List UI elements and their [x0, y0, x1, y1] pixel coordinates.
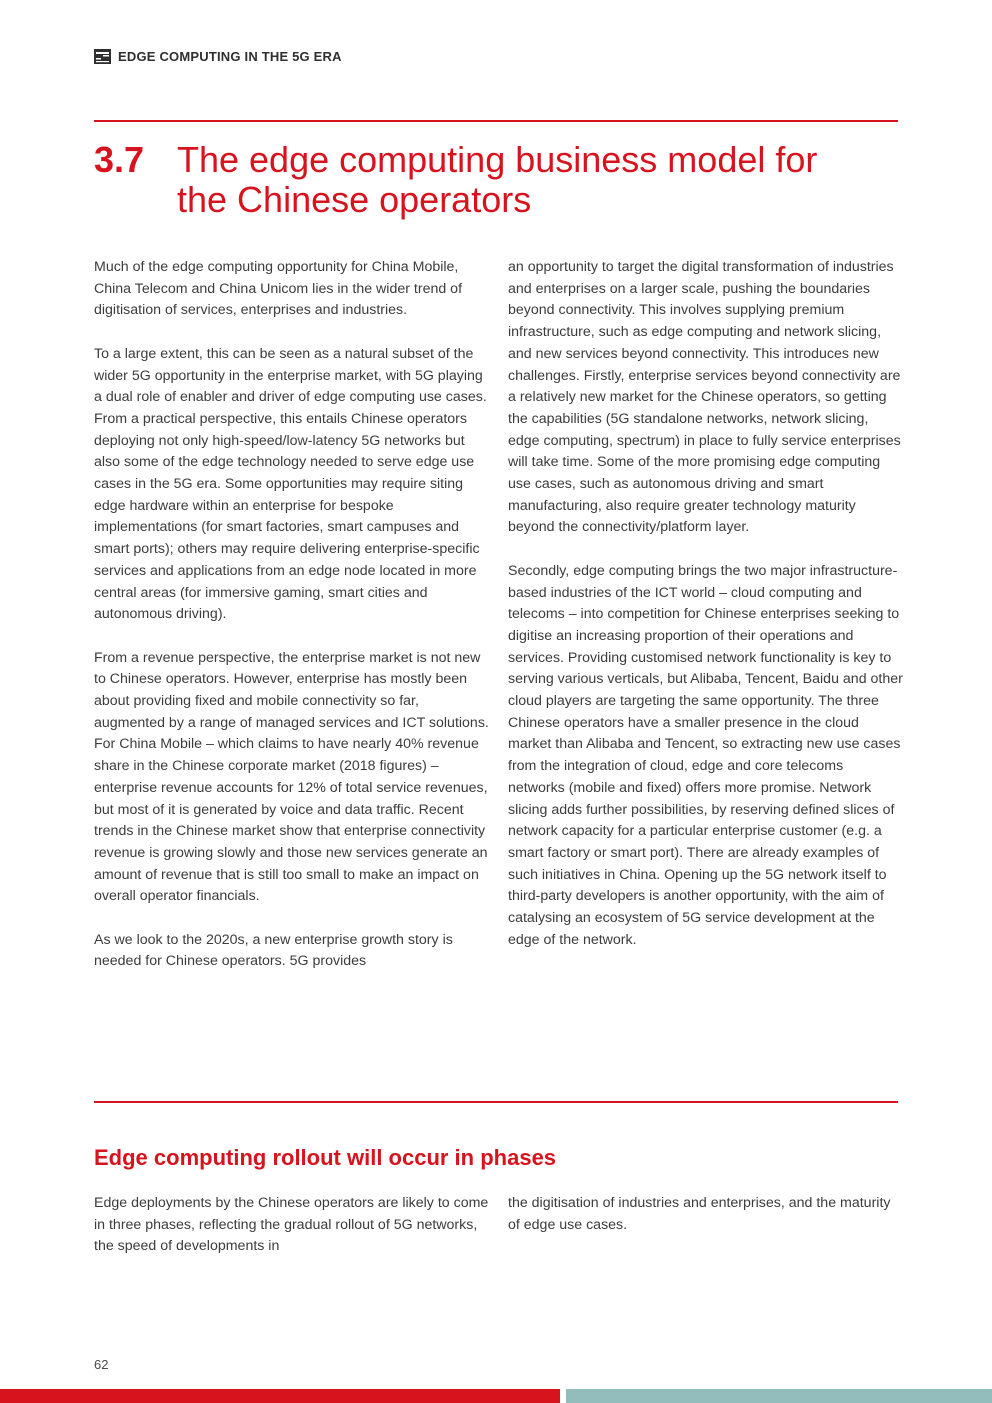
paragraph: an opportunity to target the digital transformation of industries and enterprises on a larger scale, pushing the boundaries beyond connectivity. This involves supplying premium infrastructure, such as edge computing and network slicing, and new services beyond connectivity. This introduces new challenges. Firstly, enterprise services beyond connectivity are a relatively new market for the Chinese operators, so getting the capabilities (5G standalone networks, network slicing, edge computing, spectrum) in place to fully service enterprises will take time. Some of the more promising edge computing use cases, such as autonomous driving and smart manufacturing, also require greater technology maturity beyond the connectivity/platform layer.	[508, 259, 901, 536]
report-icon	[94, 49, 111, 64]
footer-bar-red	[0, 1389, 560, 1403]
page-number: 62	[94, 1357, 109, 1372]
top-divider	[94, 120, 898, 122]
main-right-column	[508, 257, 903, 951]
running-header	[94, 49, 342, 64]
subsection-left-column	[94, 1193, 489, 1258]
subsection-right-column	[508, 1193, 903, 1236]
header-title: EDGE COMPUTING IN THE 5G ERA	[118, 49, 342, 64]
paragraph: the digitisation of industries and enterprises, and the maturity of edge use cases.	[508, 1195, 891, 1233]
paragraph: Secondly, edge computing brings the two major infrastructure-based industries of the ICT world – cloud computing and telecoms – into competition for Chinese enterprises seeking to digitise an increasing proportion of their operations and services. Providing customised network functionality is key to serving various verticals, but Alibaba, Tencent, Baidu and other cloud players are targeting the same opportunity. The three Chinese operators have a smaller presence in the cloud market than Alibaba and Tencent, so extracting new use cases from the integration of cloud, edge and core telecoms networks (mobile and fixed) offers more promise. Network slicing adds further possibilities, by reserving defined slices of network capacity for a particular enterprise customer (e.g. a smart factory or smart port). There are already examples of such initiatives in China. Opening up the 5G network itself to third-party developers is another opportunity, with the aim of catalysing an ecosystem of 5G service development at the edge of the network.	[508, 562, 903, 948]
subsection-heading: Edge computing rollout will occur in phases	[94, 1145, 557, 1170]
section-number: 3.7	[94, 139, 145, 180]
footer-bar-teal	[566, 1389, 992, 1403]
paragraph: Much of the edge computing opportunity for China Mobile, China Telecom and China Unicom lies in the wider trend of digitisation of services, enterprises and industries.	[94, 259, 463, 319]
paragraph: To a large extent, this can be seen as a natural subset of the wider 5G opportunity in the enterprise market, with 5G playing a dual role of enabler and driver of edge computing use cases. From a practical perspective, this entails Chinese operators deploying not only high-speed/low-latency 5G networks but also some of the edge technology needed to serve edge use cases in the 5G era. Some opportunities may require siting edge hardware within an enterprise for bespoke implementations (for smart factories, smart campuses and smart ports); others may require delivering enterprise-specific services and applications from an edge node located in more central areas (for immersive gaming, smart cities and autonomous driving).	[94, 345, 487, 623]
paragraph: Edge deployments by the Chinese operators are likely to come in three phases, reflecting the gradual rollout of 5G networks, the speed of developments in	[94, 1195, 489, 1255]
paragraph: From a revenue perspective, the enterprise market is not new to Chinese operators. However, enterprise has mostly been about providing fixed and mobile connectivity so far, augmented by a range of managed services and ICT solutions. For China Mobile – which claims to have nearly 40% revenue share in the Chinese corporate market (2018 figures) – enterprise revenue accounts for 12% of total service revenues, but most of it is generated by voice and data traffic. Recent trends in the Chinese market show that enterprise connectivity revenue is growing slowly and those new services generate an amount of revenue that is still too small to make an impact on overall operator financials.	[94, 649, 489, 905]
section-title: The edge computing business model for the Chinese operators	[177, 139, 818, 220]
paragraph: As we look to the 2020s, a new enterprise growth story is needed for Chinese operators. 5G provides	[94, 931, 453, 970]
section-divider	[94, 1101, 898, 1103]
main-left-column	[94, 257, 489, 973]
